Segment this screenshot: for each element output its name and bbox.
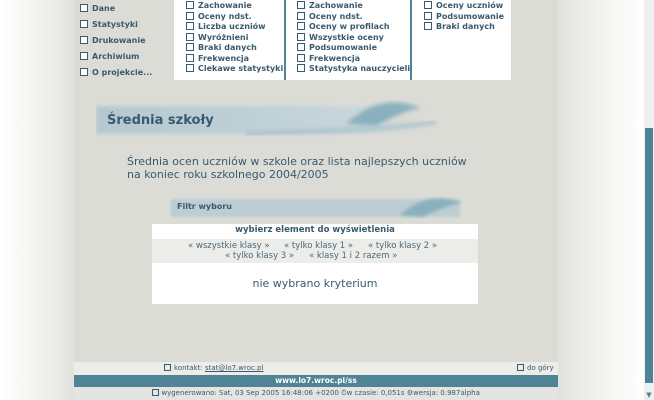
page-icon — [297, 1, 305, 9]
contact-email-link[interactable]: stat@lo7.wroc.pl — [204, 364, 264, 372]
page-icon — [297, 12, 305, 20]
page-icon — [80, 4, 88, 12]
site-url[interactable]: www.lo7.wroc.pl/ss — [74, 375, 558, 387]
page-icon — [80, 52, 88, 60]
filter-option-all[interactable]: « wszystkie klasy » — [188, 241, 270, 251]
menu-item-o-projekcie[interactable]: O projekcie... — [80, 68, 152, 77]
scrollbar-thumb[interactable] — [645, 128, 653, 383]
page-icon — [152, 389, 159, 396]
filter-option-class-1[interactable]: « tylko klasy 1 » — [284, 241, 354, 251]
page-icon — [424, 12, 432, 20]
column3-item[interactable]: Oceny uczniów — [424, 1, 503, 10]
column2-item[interactable]: Oceny w profilach — [297, 22, 390, 31]
page-right-margin — [558, 0, 644, 400]
menu-item-dane[interactable]: Dane — [80, 4, 115, 13]
page-icon — [297, 43, 305, 51]
column1-item[interactable]: Liczba uczniów — [186, 22, 266, 31]
footer-bar — [74, 362, 558, 375]
column1-item[interactable]: Wyróżnieni — [186, 33, 248, 42]
page-title: Średnia szkoły — [107, 113, 214, 128]
contact-info: kontakt: stat@lo7.wroc.pl — [164, 364, 263, 372]
generation-info: wygenerowano: Sat, 03 Sep 2005 16:48:06 +0200 ⏱w czasie: 0,051s ⚙wersja: 0.987alpha — [74, 387, 558, 400]
menu-item-drukowanie[interactable]: Drukowanie — [80, 36, 146, 45]
column1-item[interactable]: Frekwencja — [186, 54, 249, 63]
column1-item[interactable]: Braki danych — [186, 43, 257, 52]
page-icon — [297, 33, 305, 41]
back-to-top-link[interactable]: do góry — [517, 364, 554, 372]
page-icon — [297, 54, 305, 62]
column2-item[interactable]: Frekwencja — [297, 54, 360, 63]
menu-item-archiwium[interactable]: Archiwium — [80, 52, 139, 61]
filter-title: Filtr wyboru — [177, 202, 232, 211]
column1-item[interactable]: Ciekawe statystyki — [186, 64, 283, 73]
column2-item[interactable]: Oceny ndst. — [297, 12, 363, 21]
column3-item[interactable]: Braki danych — [424, 22, 495, 31]
filter-option-class-3[interactable]: « tylko klasy 3 » — [225, 251, 295, 261]
filter-option-class-2[interactable]: « tylko klasy 2 » — [368, 241, 438, 251]
column2-item[interactable]: Zachowanie — [297, 1, 363, 10]
page-left-margin — [0, 0, 74, 400]
column1-item[interactable]: Zachowanie — [186, 1, 252, 10]
page-icon — [186, 33, 194, 41]
column2-item[interactable]: Podsumowanie — [297, 43, 377, 52]
mail-icon — [164, 364, 171, 371]
filter-option-class-1-2[interactable]: « klasy 1 i 2 razem » — [309, 251, 398, 261]
intro-text: Średnia ocen uczniów w szkole oraz lista najlepszych uczniów na koniec roku szkolnego 2004/2005 — [127, 155, 467, 181]
page-icon — [186, 64, 194, 72]
column2-item[interactable]: Wszystkie oceny — [297, 33, 384, 42]
column1-item[interactable]: Oceny ndst. — [186, 12, 252, 21]
column3-item[interactable]: Podsumowanie — [424, 12, 504, 21]
menu-item-statystyki[interactable]: Statystyki — [80, 20, 138, 29]
page-icon — [186, 54, 194, 62]
arrow-up-icon — [517, 364, 524, 371]
page-icon — [297, 22, 305, 30]
page-icon — [186, 22, 194, 30]
page-icon — [80, 20, 88, 28]
page-icon — [424, 1, 432, 9]
clock-icon: ⏱ — [341, 389, 347, 397]
page-icon — [297, 64, 305, 72]
empty-message: nie wybrano kryterium — [252, 277, 378, 290]
version-icon: ⚙ — [406, 389, 414, 397]
page-icon — [186, 1, 194, 9]
page-icon — [186, 43, 194, 51]
page-icon — [186, 12, 194, 20]
page-icon — [80, 36, 88, 44]
filter-box — [152, 224, 478, 304]
scroll-down-arrow-icon[interactable]: ▼ — [646, 391, 652, 399]
page-icon — [80, 68, 88, 76]
page-icon — [424, 22, 432, 30]
filter-heading: wybierz element do wyświetlenia — [235, 225, 395, 235]
column2-item[interactable]: Statystyka nauczycieli — [297, 64, 410, 73]
